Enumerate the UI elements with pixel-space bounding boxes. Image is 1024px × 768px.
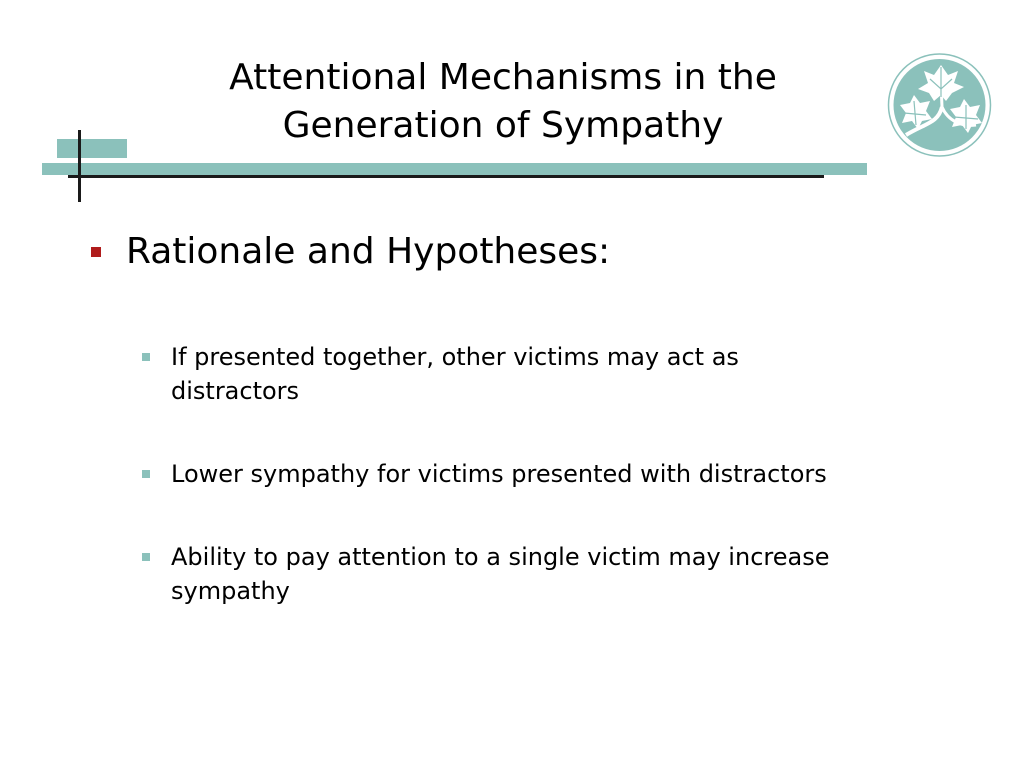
decorative-rule (68, 175, 824, 178)
square-bullet-icon (142, 470, 150, 478)
sub-bullet-list (141, 340, 861, 657)
sub-bullet-text: Ability to pay attention to a single victim may increase sympathy (171, 543, 830, 605)
slide-title (150, 54, 856, 150)
decorative-block (57, 139, 127, 158)
main-bullet-text: Rationale and Hypotheses: (126, 231, 611, 272)
title-line-2: Generation of Sympathy (282, 105, 724, 146)
ivy-leaf-logo-icon (886, 53, 993, 157)
list-item (141, 457, 861, 491)
sub-bullet-text: If presented together, other victims may act as distractors (171, 343, 739, 405)
list-item (141, 540, 861, 608)
square-bullet-icon (142, 353, 150, 361)
decorative-vertical-line (78, 130, 81, 202)
title-line-1: Attentional Mechanisms in the (229, 57, 777, 98)
decorative-band (42, 163, 867, 175)
list-item (141, 340, 861, 408)
sub-bullet-text: Lower sympathy for victims presented with distractors (171, 460, 827, 488)
square-bullet-icon (142, 553, 150, 561)
square-bullet-icon (91, 247, 101, 257)
